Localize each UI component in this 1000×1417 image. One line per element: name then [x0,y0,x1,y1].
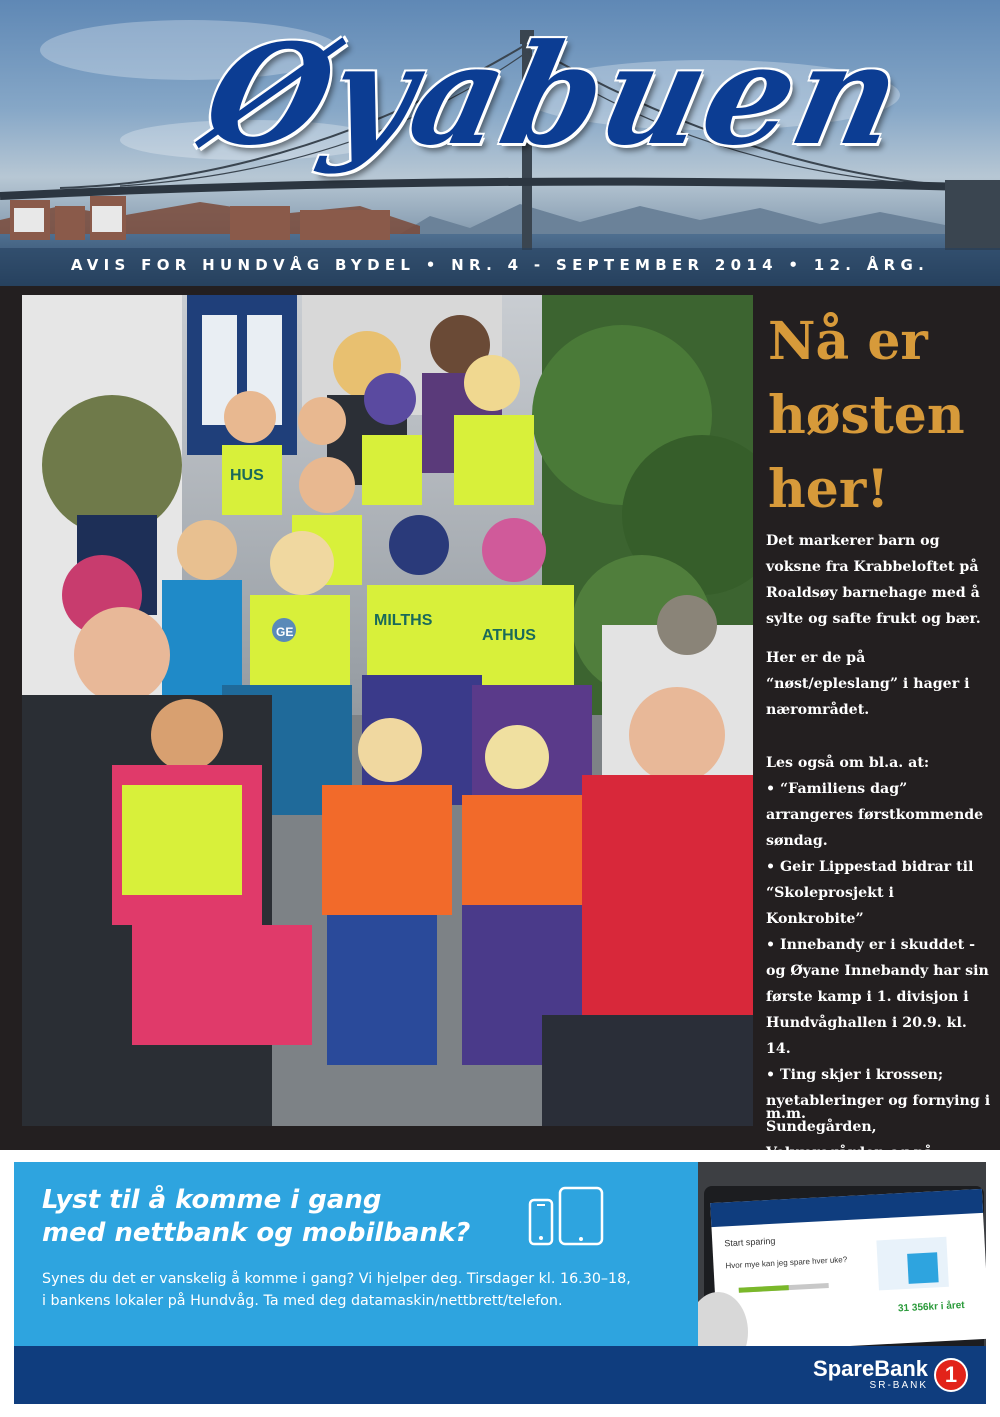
headline [768,305,993,527]
ad-subtext-line-1: Synes du det er vanskelig å komme i gang? Vi hjelper deg. Tirsdager kl. 16.30–18, [42,1271,631,1287]
logo-main: SpareBank [813,1356,928,1381]
logo-sub: SR-BANK [869,1380,928,1391]
photo-illustration [22,295,753,1126]
ad-footer [14,1346,986,1404]
masthead [0,0,1000,286]
tablet-illustration [698,1162,986,1346]
ad-tablet-image [698,1162,986,1346]
headline-line-2: høsten [768,385,965,446]
article-intro [766,528,992,632]
intro-paragraph-2: Her er de på “nøst/epleslang” i hager i nærområdet. [766,650,970,718]
issue-info: AVIS FOR HUNDVÅG BYDEL • NR. 4 - SEPTEMBER 2014 • 12. ÅRG. [70,256,930,274]
intro-paragraph: Det markerer barn og voksne fra Krabbeloftet på Roaldsøy barnehage med å sylte og safte frukt og bær. [766,533,981,627]
article-intro-2 [766,645,992,723]
vest-logo: GE [276,625,294,639]
more-label: m.m. [766,1106,806,1122]
ad-headline [42,1184,562,1250]
phone-tablet-icon [526,1186,606,1248]
ad-subtext-line-2: i bankens lokaler på Hundvåg. Ta med deg datamaskin/nettbrett/telefon. [42,1293,563,1309]
ad-subtext [42,1268,692,1312]
read-more-item: • Ting skjer i krossen; nyetableringer og fornying i Sundegården, Velværegården og på [766,1067,991,1161]
read-more-item: • “Familiens dag” arrangeres førstkommende søndag. [766,781,984,849]
headline-line-3: her! [768,459,890,520]
cover-photo [22,295,753,1126]
ad-blue-panel [14,1162,698,1346]
tablet-heading: Start sparing [724,1235,776,1249]
read-more-item: • Geir Lippestad bidrar til “Skoleprosjekt i Konkrobite” [766,859,974,927]
logo-number: 1 [944,1362,958,1387]
logo-badge-icon [934,1358,968,1392]
ad-headline-line-1: Lyst til å komme i gang [42,1185,382,1215]
vest-label: MILTHS [374,612,433,629]
logo-text [813,1358,928,1392]
read-more-title: Les også om bl.a. at: [766,755,930,771]
bank-advertisement[interactable] [14,1162,986,1404]
tablet-question: Hvor mye kan jeg spare hver uke? [725,1255,848,1271]
sparebank-logo[interactable] [813,1354,968,1396]
newspaper-title: Øyabuen [192,13,917,176]
vest-label: HUS [230,467,264,484]
vest-label: ATHUS [482,627,536,644]
headline-line-1: Nå er [768,311,928,372]
ad-headline-line-2: med nettbank og mobilbank? [42,1218,471,1248]
tablet-amount: 31 356kr i året [897,1299,965,1315]
more-text [766,1101,992,1127]
read-more-item: • Innebandy er i skuddet - og Øyane Innebandy har sin første kamp i 1. divisjon i Hundvåghallen i 20.9. kl. 14. [766,937,989,1057]
